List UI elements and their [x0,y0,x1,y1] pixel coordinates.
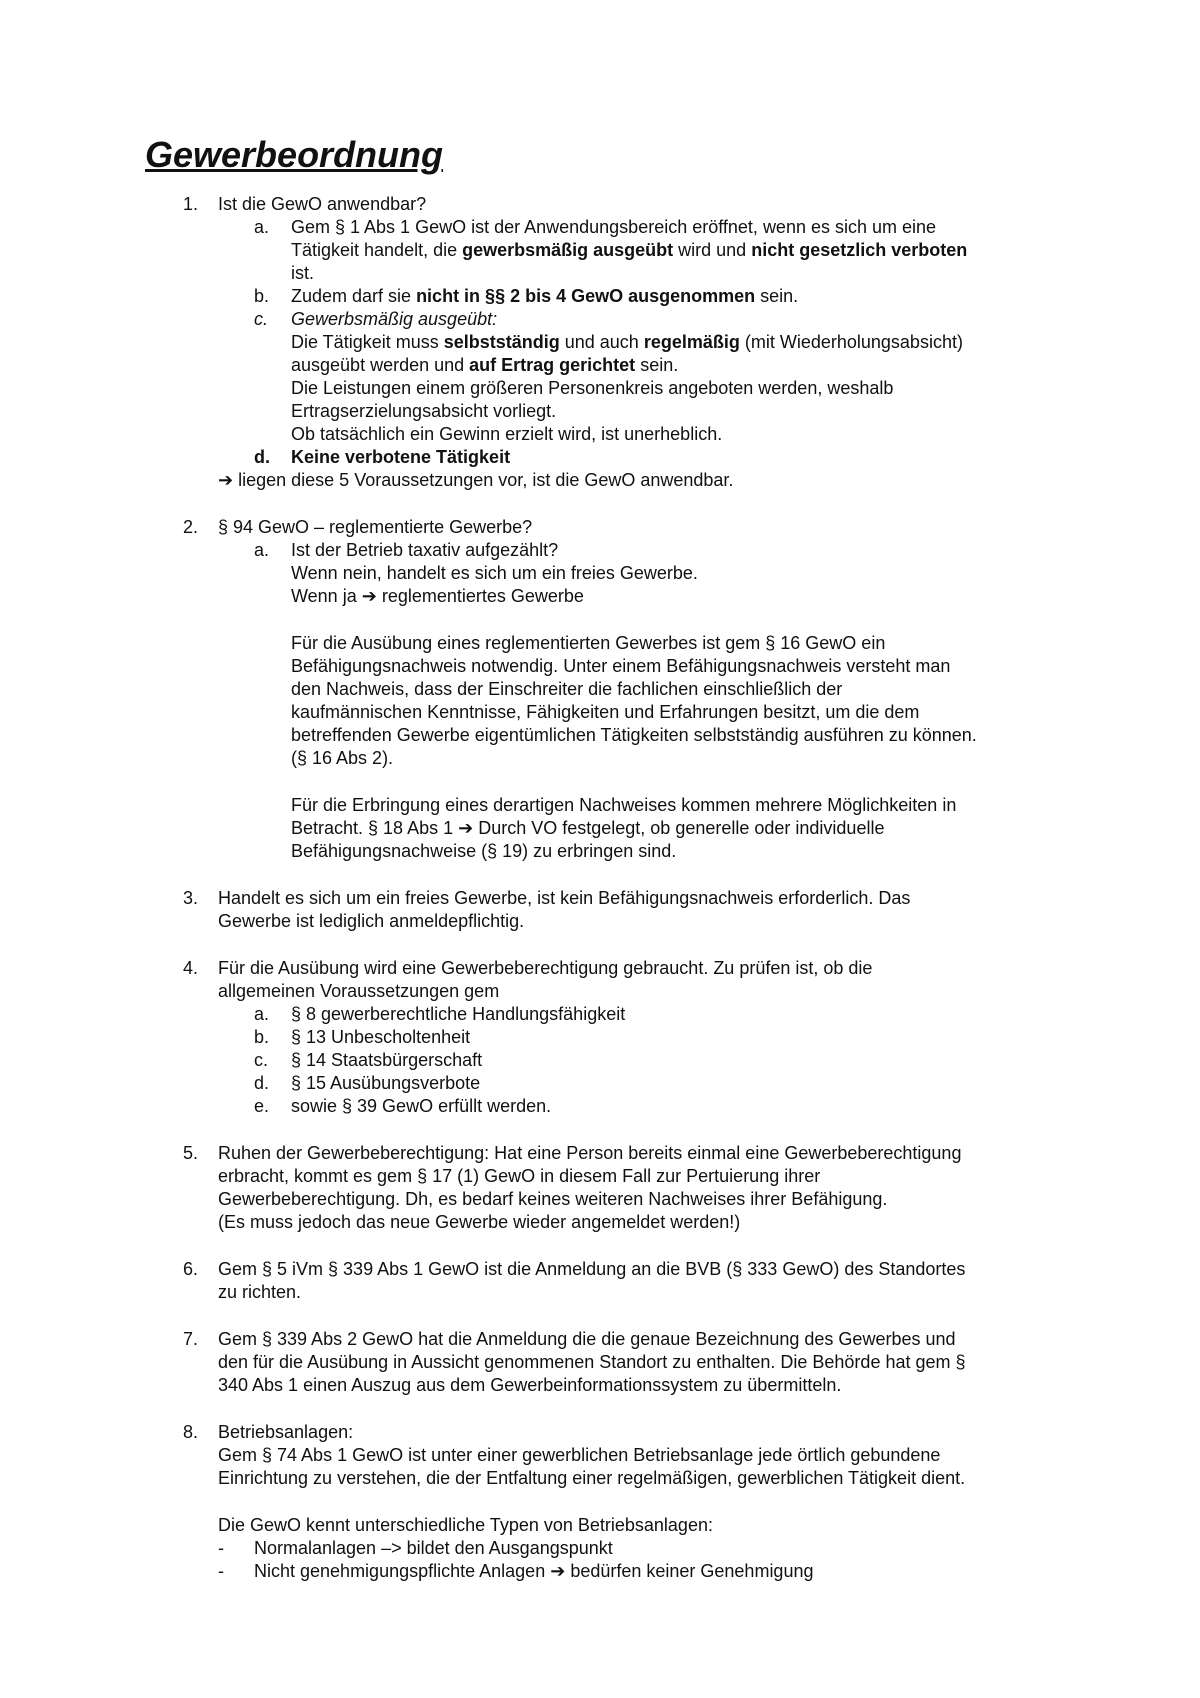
item-8-number: 8. [183,1422,199,1442]
item-2a-para1-line: den Nachweis, dass der Einschreiter die fachlichen einschließlich der [291,679,843,699]
text-run: Wenn ja [291,586,362,606]
item-1a-line-3: ist. [291,263,315,283]
item-1d-label: d. [254,447,270,467]
text-run: wird und [673,240,752,260]
text-run: sein. [635,355,679,375]
item-5-line: (Es muss jedoch das neue Gewerbe wieder angemeldet werden!) [218,1212,741,1232]
text-run: sein. [755,286,799,306]
item-1c-line-5: Ob tatsächlich ein Gewinn erzielt wird, ist unerheblich. [291,424,723,444]
text-run: Die Tätigkeit muss [291,332,444,352]
text-run: ausgeübt werden und [291,355,470,375]
item-1-text: Ist die GewO anwendbar? [218,194,427,214]
item-2a-label: a. [254,540,270,560]
arrow-right-icon: ➔ [361,586,377,606]
item-3-line: Gewerbe ist lediglich anmeldepflichtig. [218,911,525,931]
item-8-line: Betriebsanlagen: [218,1422,354,1442]
item-7-line: den für die Ausübung in Aussicht genommenen Standort zu enthalten. Die Behörde hat gem § [218,1352,966,1372]
item-4-sub-label: c. [254,1050,269,1070]
text-run: Nicht genehmigungspflichte Anlagen [254,1561,551,1581]
item-4-sub-text: sowie § 39 GewO erfüllt werden. [291,1096,552,1116]
item-7-number: 7. [183,1329,199,1349]
item-4-sub-label: d. [254,1073,270,1093]
item-1a-line-2 [291,239,967,262]
item-4-sub-label: b. [254,1027,270,1047]
item-8-type-2 [254,1560,813,1583]
emphasis-nicht-verboten: nicht gesetzlich verboten [751,240,968,260]
item-2a-para2-line-3: Befähigungsnachweise (§ 19) zu erbringen sind. [291,841,677,861]
item-1-number: 1. [183,194,199,214]
item-3-line: Handelt es sich um ein freies Gewerbe, ist kein Befähigungsnachweis erforderlich. Das [218,888,911,908]
item-1c-line-4: Ertragserzielungsabsicht vorliegt. [291,401,557,421]
item-2a-para1-line: (§ 16 Abs 2). [291,748,394,768]
item-4-number: 4. [183,958,199,978]
item-4-sub-label: e. [254,1096,270,1116]
arrow-right-icon: ➔ [550,1561,566,1581]
item-6-line: zu richten. [218,1282,302,1302]
item-4-sub-text: § 15 Ausübungsverbote [291,1073,481,1093]
item-2-number: 2. [183,517,199,537]
emphasis-ertrag: auf Ertrag gerichtet [469,355,636,375]
item-1c-line-2 [291,354,678,377]
item-5-number: 5. [183,1143,199,1163]
item-2a-para1-line: kaufmännischen Kenntnisse, Fähigkeiten und Erfahrungen besitzt, um die dem [291,702,920,722]
item-2-text: § 94 GewO – reglementierte Gewerbe? [218,517,533,537]
page-title: Gewerbeordnung [145,134,444,175]
item-4-sub-text: § 13 Unbescholtenheit [291,1027,471,1047]
item-1a-label: a. [254,217,270,237]
item-4-sub-label: a. [254,1004,270,1024]
item-1d-text: Keine verbotene Tätigkeit [291,447,511,467]
item-2a-para1-line: Befähigungsnachweis notwendig. Unter einem Befähigungsnachweis versteht man [291,656,951,676]
item-2a-para1-line: betreffenden Gewerbe eigentümlichen Tätigkeiten selbstständig ausführen zu können. [291,725,977,745]
item-1-conclusion [218,469,733,492]
item-8-type-1: Normalanlagen –> bildet den Ausgangspunkt [254,1538,613,1558]
item-1a-line-1: Gem § 1 Abs 1 GewO ist der Anwendungsbereich eröffnet, wenn es sich um eine [291,217,937,237]
item-1c-label: c. [254,309,269,329]
item-4-sub-text: § 14 Staatsbürgerschaft [291,1050,483,1070]
item-4-line: allgemeinen Voraussetzungen gem [218,981,500,1001]
item-3-number: 3. [183,888,199,908]
item-5-line: erbracht, kommt es gem § 17 (1) GewO in diesem Fall zur Pertuierung ihrer [218,1166,821,1186]
text-run: Durch VO festgelegt, ob generelle oder individuelle [478,818,885,838]
item-4-sub-text: § 8 gewerberechtliche Handlungsfähigkeit [291,1004,626,1024]
item-5-line: Gewerbeberechtigung. Dh, es bedarf keines weiteren Nachweises ihrer Befähigung. [218,1189,888,1209]
text-run: und auch [559,332,644,352]
item-2a-line-3 [291,585,584,608]
emphasis-ausgenommen: nicht in §§ 2 bis 4 GewO ausgenommen [416,286,756,306]
emphasis-regelmaessig: regelmäßig [643,332,740,352]
text-run: bedürfen keiner Genehmigung [570,1561,814,1581]
item-6-line: Gem § 5 iVm § 339 Abs 1 GewO ist die Anmeldung an die BVB (§ 333 GewO) des Standortes [218,1259,966,1279]
item-1b-label: b. [254,286,270,306]
item-2a-line-1: Ist der Betrieb taxativ aufgezählt? [291,540,559,560]
text-run: Zudem darf sie [291,286,417,306]
item-1c-line-1 [291,331,963,354]
text-run: reglementiertes Gewerbe [381,586,584,606]
item-1c-heading: Gewerbsmäßig ausgeübt: [291,309,498,329]
item-6-number: 6. [183,1259,199,1279]
item-8-types-intro: Die GewO kennt unterschiedliche Typen von Betriebsanlagen: [218,1515,713,1535]
arrow-right-icon: ➔ [458,818,474,838]
item-7-line: 340 Abs 1 einen Auszug aus dem Gewerbeinformationssystem zu übermitteln. [218,1375,842,1395]
conclusion-text: liegen diese 5 Voraussetzungen vor, ist die GewO anwendbar. [238,470,734,490]
item-2a-line-2: Wenn nein, handelt es sich um ein freies Gewerbe. [291,563,698,583]
item-2a-para1-line: Für die Ausübung eines reglementierten Gewerbes ist gem § 16 GewO ein [291,633,886,653]
arrow-right-icon: ➔ [218,470,234,490]
item-4-line: Für die Ausübung wird eine Gewerbeberechtigung gebraucht. Zu prüfen ist, ob die [218,958,873,978]
item-2a-para2-line-1: Für die Erbringung eines derartigen Nachweises kommen mehrere Möglichkeiten in [291,795,957,815]
bullet-dash: - [218,1538,224,1558]
item-1b-text [291,285,798,308]
item-8-line: Gem § 74 Abs 1 GewO ist unter einer gewerblichen Betriebsanlage jede örtlich gebundene [218,1445,941,1465]
item-2a-para2-line-2 [291,817,884,840]
bullet-dash: - [218,1561,224,1581]
text-run: Tätigkeit handelt, die [291,240,463,260]
item-5-line: Ruhen der Gewerbeberechtigung: Hat eine Person bereits einmal eine Gewerbeberechtigung [218,1143,962,1163]
text-run: Betracht. § 18 Abs 1 [291,818,459,838]
emphasis-gewerbsmaessig: gewerbsmäßig ausgeübt [462,240,674,260]
text-run: (mit Wiederholungsabsicht) [739,332,963,352]
item-1c-line-3: Die Leistungen einem größeren Personenkreis angeboten werden, weshalb [291,378,894,398]
item-7-line: Gem § 339 Abs 2 GewO hat die Anmeldung die die genaue Bezeichnung des Gewerbes und [218,1329,956,1349]
emphasis-selbststaendig: selbstständig [443,332,560,352]
item-8-line: Einrichtung zu verstehen, die der Entfaltung einer regelmäßigen, gewerblichen Tätigkeit dient. [218,1468,966,1488]
